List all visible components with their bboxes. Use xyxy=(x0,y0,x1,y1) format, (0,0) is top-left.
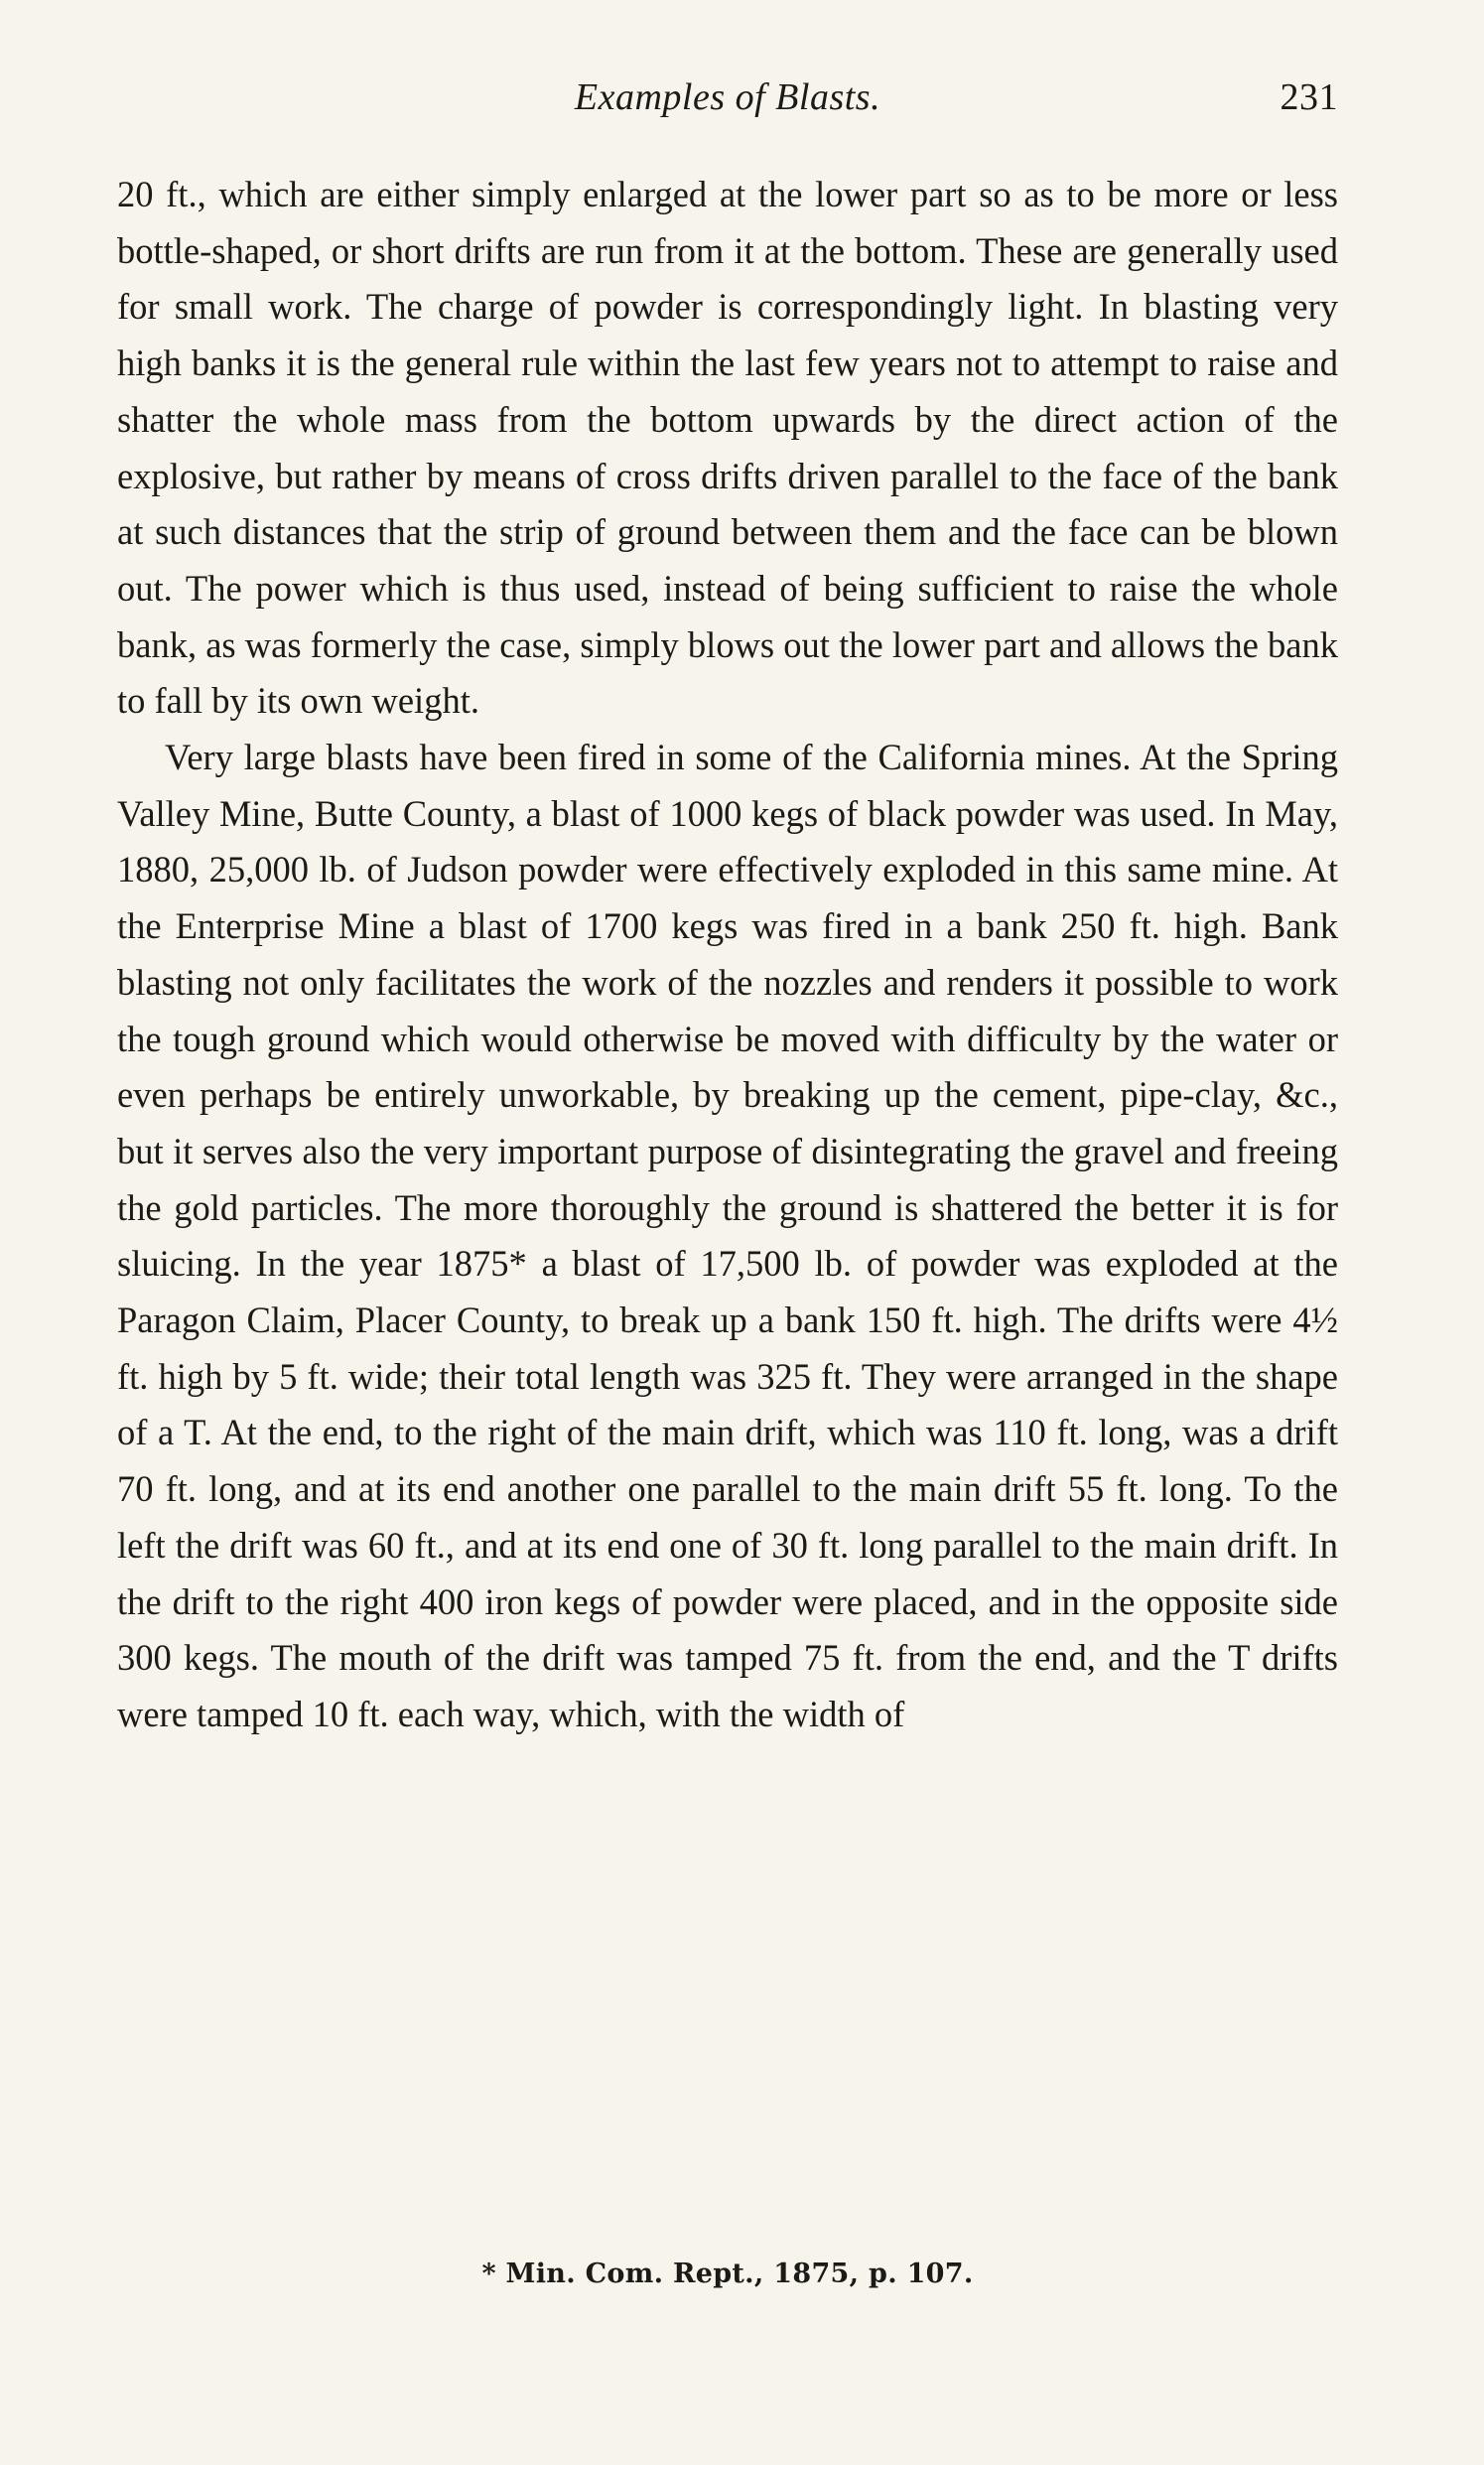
body-text xyxy=(117,167,1338,1743)
paragraph-2: Very large blasts have been fired in some of the California mines. At the Spring Valley Mine, Butte County, a blast of 1000 kegs of black powder was used. In May, 1880, 25,000 lb. of Judson powder were effectively exploded in this same mine. At the Enterprise Mine a blast of 1700 kegs was fired in a bank 250 ft. high. Bank blasting not only facilitates the work of the nozzles and renders it possible to work the tough ground which would otherwise be moved with difficulty by the water or even perhaps be entirely unworkable, by breaking up the cement, pipe-clay, &c., but it serves also the very important purpose of disintegrating the gravel and freeing the gold particles. The more thoroughly the ground is shattered the better it is for sluicing. In the year 1875* a blast of 17,500 lb. of powder was exploded at the Paragon Claim, Placer County, to break up a bank 150 ft. high. The drifts were 4½ ft. high by 5 ft. wide; their total length was 325 ft. They were arranged in the shape of a T. At the end, to the right of the main drift, which was 110 ft. long, was a drift 70 ft. long, and at its end another one parallel to the main drift 55 ft. long. To the left the drift was 60 ft., and at its end one of 30 ft. long parallel to the main drift. In the drift to the right 400 iron kegs of powder were placed, and in the opposite side 300 kegs. The mouth of the drift was tamped 75 ft. from the end, and the T drifts were tamped 10 ft. each way, which, with the width of xyxy=(117,737,1338,1734)
paragraph-1: 20 ft., which are either simply enlarged at the lower part so as to be more or less bottle-shaped, or short drifts are run from it at the bottom. These are generally used for small work. The charge of powder is correspondingly light. In blasting very high banks it is the general rule within the last few years not to attempt to raise and shatter the whole mass from the bottom upwards by the direct action of the explosive, but rather by means of cross drifts driven parallel to the face of the bank at such distances that the strip of ground between them and the face can be blown out. The power which is thus used, instead of being sufficient to raise the whole bank, as was formerly the case, simply blows out the lower part and allows the bank to fall by its own weight. xyxy=(117,174,1338,722)
page-number: 231 xyxy=(1280,76,1338,118)
running-title: Examples of Blasts. xyxy=(574,76,881,118)
running-head xyxy=(117,75,1338,135)
footnote: * Min. Com. Rept., 1875, p. 107. xyxy=(481,2259,974,2289)
